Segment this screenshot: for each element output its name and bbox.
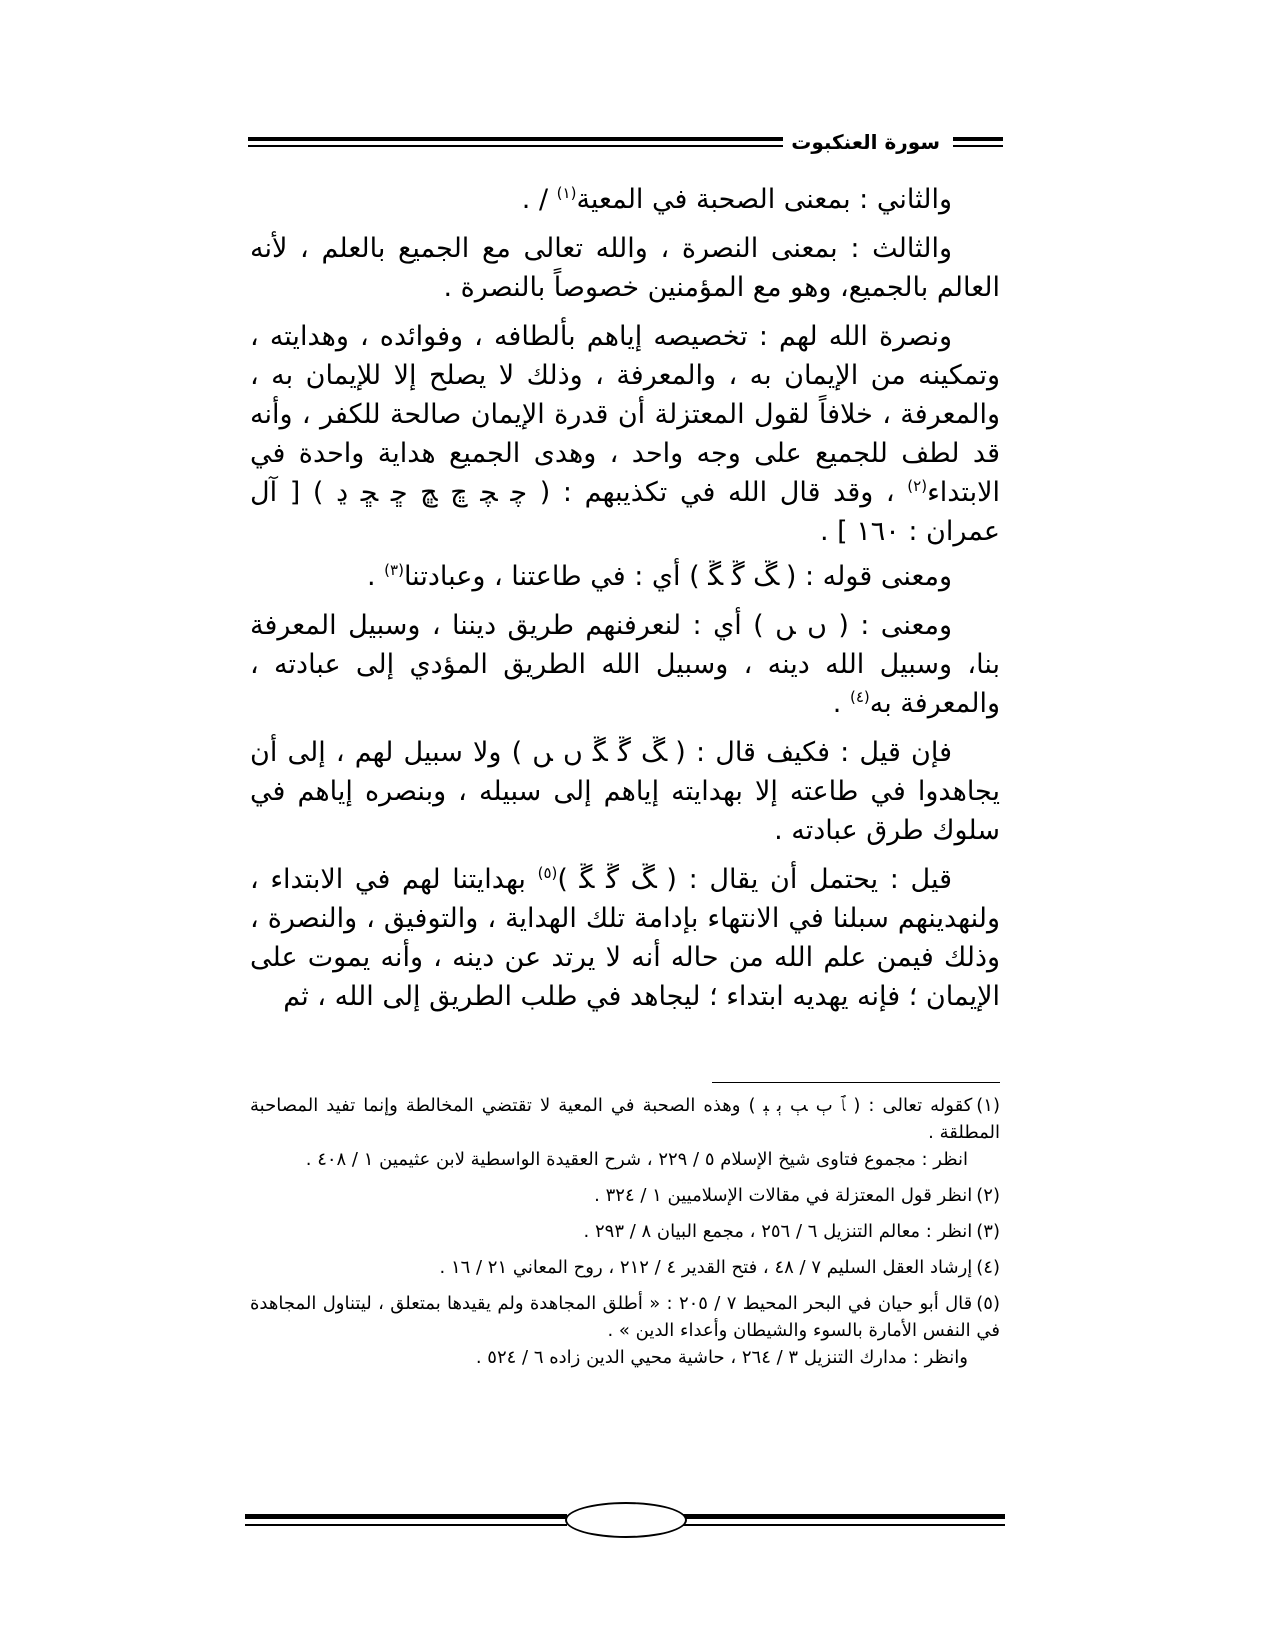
- footnote-number: (٣): [976, 1221, 1000, 1242]
- footer-rule-left: [245, 1514, 567, 1526]
- paragraph: فإن قيل : فكيف قال : ( ﮛ ﮜ ﮝ ﮞ ﮟ ) ولا سبيل لهم ، إلى أن يجاهدوا في طاعته إلا بهدايته إياهم إلى سبيله ، وبنصره إياهم في سلوك طرق عبادته .: [250, 737, 1000, 846]
- footnote-number: (٢): [976, 1185, 1000, 1206]
- header-title: سورة العنكبوت: [783, 128, 948, 156]
- running-header: [248, 128, 1003, 162]
- paragraph: ونصرة الله لهم : تخصيصه إياهم بألطافه ، وفوائده ، وهدايته ، وتمكينه من الإيمان به ، والمعرفة ، وذلك لا يصلح إلا للإيمان به ، والمعرفة ، خلافاً لقول المعتزلة أن قدرة الإيمان صالحة للكفر ، وأنه قد لطف للجميع على وجه واحد ، وهدى الجميع هداية واحدة في الابتداء$^{(٢)}$ ، وقد قال الله في تكذيبهم : ( ﭼ ﭽ ﭾ ﭿ ﮀ ﮁ ﮂ ) [ آل عمران : ١٦٠ ] .: [250, 321, 1000, 547]
- note-ref: (١): [556, 184, 577, 202]
- header-rule-short: [953, 137, 1003, 147]
- paragraph: قيل : يحتمل أن يقال : ( ﮛ ﮜ ﮝ )$^{(٥)}$ بهدايتنا لهم في الابتداء ، ولنهدينهم سبلنا في الانتهاء بإدامة تلك الهداية ، والتوفيق ، والنصرة ، وذلك فيمن علم الله من حاله أنه لا يرتد عن دينه ، وأنه يموت على الإيمان ؛ فإنه يهديه ابتداء ؛ ليجاهد في طلب الطريق إلى الله ، ثم: [250, 864, 1000, 1012]
- note-ref: (٢): [907, 477, 928, 495]
- footnote-4: (٤)إرشاد العقل السليم ٧ / ٤٨ ، فتح القدير ٤ / ٢١٢ ، روح المعاني ٢١ / ١٦ .: [439, 1257, 1000, 1278]
- footnote-number: (١): [976, 1095, 1000, 1116]
- paragraph: ومعنى : ( ﮞ ﮟ ) أي : لنعرفنهم طريق ديننا ، وسبيل المعرفة بنا، وسبيل الله دينه ، وسبيل الله الطريق المؤدي إلى عبادته ، والمعرفة به$^{(٤)}$ .: [250, 610, 1000, 719]
- note-ref: (٣): [384, 561, 404, 579]
- paragraph: والثاني : بمعنى الصحبة في المعية$^{(١)}$ / .: [521, 184, 952, 215]
- footnote-separator: [712, 1082, 1000, 1083]
- footnote-3: (٣)انظر : معالم التنزيل ٦ / ٢٥٦ ، مجمع البيان ٨ / ٢٩٣ .: [583, 1221, 1000, 1242]
- footnotes: [250, 1092, 1000, 1380]
- note-ref: (٤): [849, 688, 870, 706]
- body-text: [250, 180, 1000, 1026]
- paragraph: ومعنى قوله : ( ﮛ ﮜ ﮝ ) أي : في طاعتنا ، وعبادتنا$^{(٣)}$ .: [367, 561, 952, 592]
- footer-rule-right: [683, 1514, 1005, 1526]
- footnote-5: (٥)قال أبو حيان في البحر المحيط ٧ / ٢٠٥ : « أطلق المجاهدة ولم يقيدها بمتعلق ، ليتناول المجاهدة في النفس الأمارة بالسوء والشيطان وأعداء الدين » . وانظر : مدارك التنزيل ٣ / ٢٦٤ ، حاشية محيي الدين زاده ٦ / ٥٢٤ .: [250, 1293, 1000, 1368]
- footnote-number: (٥): [976, 1293, 1000, 1314]
- paragraph: والثالث : بمعنى النصرة ، والله تعالى مع الجميع بالعلم ، لأنه العالم بالجميع، وهو مع المؤمنين خصوصاً بالنصرة .: [250, 233, 1000, 303]
- footnote-number: (٤): [976, 1257, 1000, 1278]
- page-footer-ornament: [245, 1500, 1005, 1540]
- footer-oval-ornament: [565, 1502, 687, 1538]
- footnote-1: (١)كقوله تعالى : ( ﭑ ﭒ ﭓ ﭔ ﭕ ) وهذه الصحبة في المعية لا تقتضي المخالطة وإنما تفيد المصاحبة المطلقة . انظر : مجموع فتاوى شيخ الإسلام ٥ / ٢٢٩ ، شرح العقيدة الواسطية لابن عثيمين ١ / ٤٠٨ .: [250, 1095, 1000, 1170]
- footnote-2: (٢)انظر قول المعتزلة في مقالات الإسلاميين ١ / ٣٢٤ .: [594, 1185, 1000, 1206]
- note-ref: (٥): [537, 864, 558, 882]
- header-rule-long: [248, 137, 793, 147]
